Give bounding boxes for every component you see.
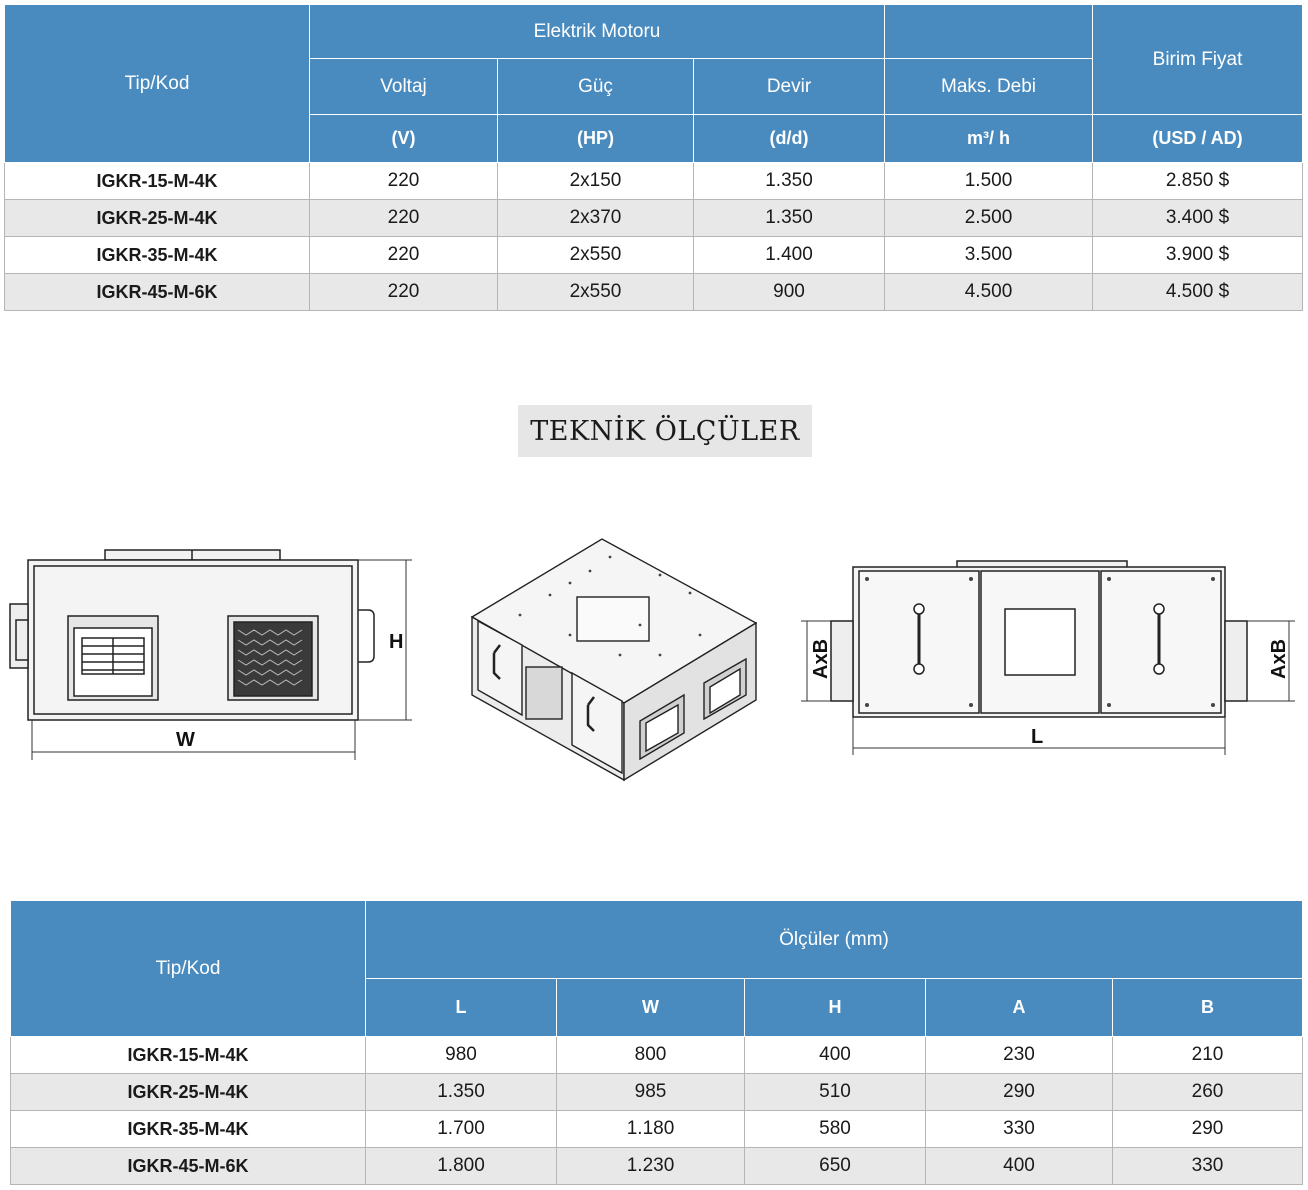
table-row <box>5 274 1303 311</box>
row-code: IGKR-15-M-4K <box>5 163 310 200</box>
header-devir: Devir <box>694 59 885 115</box>
cell-l: 1.700 <box>366 1111 557 1148</box>
cell-w: 1.180 <box>557 1111 745 1148</box>
cell-l: 1.800 <box>366 1148 557 1185</box>
cell-h: 580 <box>745 1111 926 1148</box>
row-code: IGKR-25-M-4K <box>11 1074 366 1111</box>
header-empty <box>885 5 1093 59</box>
duct-right-label: AxB <box>1268 638 1290 679</box>
header-tip-kod: Tip/Kod <box>5 5 310 163</box>
cell-w: 800 <box>557 1037 745 1074</box>
table-row <box>11 1148 1303 1185</box>
duct-left-label: AxB <box>810 638 832 679</box>
cell-h: 650 <box>745 1148 926 1185</box>
header-elektrik-motoru: Elektrik Motoru <box>310 5 885 59</box>
side-view-drawing <box>795 555 1305 755</box>
row-code: IGKR-45-M-6K <box>11 1148 366 1185</box>
cell-debi: 4.500 <box>885 274 1093 311</box>
header-olculer: Ölçüler (mm) <box>366 901 1303 979</box>
cell-guc: 2x150 <box>498 163 694 200</box>
table-row <box>5 200 1303 237</box>
price-table <box>4 4 1303 311</box>
row-code: IGKR-25-M-4K <box>5 200 310 237</box>
cell-devir: 900 <box>694 274 885 311</box>
cell-fiyat: 2.850 $ <box>1093 163 1303 200</box>
cell-fiyat: 3.900 $ <box>1093 237 1303 274</box>
cell-debi: 3.500 <box>885 237 1093 274</box>
cell-debi: 2.500 <box>885 200 1093 237</box>
cell-b: 210 <box>1113 1037 1303 1074</box>
cell-l: 1.350 <box>366 1074 557 1111</box>
section-title: TEKNİK ÖLÇÜLER <box>518 405 812 457</box>
isometric-view-drawing <box>460 535 770 785</box>
header-birim-fiyat: Birim Fiyat <box>1093 5 1303 115</box>
cell-a: 330 <box>926 1111 1113 1148</box>
cell-b: 260 <box>1113 1074 1303 1111</box>
cell-fiyat: 4.500 $ <box>1093 274 1303 311</box>
unit-fiyat: (USD / AD) <box>1093 115 1303 163</box>
header-w: W <box>557 979 745 1037</box>
cell-guc: 2x550 <box>498 237 694 274</box>
dimensions-table <box>10 900 1303 1185</box>
unit-guc: (HP) <box>498 115 694 163</box>
cell-voltaj: 220 <box>310 274 498 311</box>
row-code: IGKR-45-M-6K <box>5 274 310 311</box>
cell-devir: 1.350 <box>694 163 885 200</box>
row-code: IGKR-35-M-4K <box>11 1111 366 1148</box>
table-row <box>5 237 1303 274</box>
cell-a: 400 <box>926 1148 1113 1185</box>
header-l: L <box>366 979 557 1037</box>
cell-b: 290 <box>1113 1111 1303 1148</box>
table-row <box>11 1037 1303 1074</box>
cell-a: 230 <box>926 1037 1113 1074</box>
cell-debi: 1.500 <box>885 163 1093 200</box>
cell-a: 290 <box>926 1074 1113 1111</box>
cell-w: 1.230 <box>557 1148 745 1185</box>
height-label: H <box>389 631 404 653</box>
table-row <box>5 163 1303 200</box>
cell-voltaj: 220 <box>310 163 498 200</box>
unit-devir: (d/d) <box>694 115 885 163</box>
header-b: B <box>1113 979 1303 1037</box>
table-row <box>11 1111 1303 1148</box>
cell-devir: 1.350 <box>694 200 885 237</box>
cell-guc: 2x550 <box>498 274 694 311</box>
cell-voltaj: 220 <box>310 237 498 274</box>
unit-voltaj: (V) <box>310 115 498 163</box>
cell-l: 980 <box>366 1037 557 1074</box>
row-code: IGKR-35-M-4K <box>5 237 310 274</box>
header-a: A <box>926 979 1113 1037</box>
header-h: H <box>745 979 926 1037</box>
header-maks-debi: Maks. Debi <box>885 59 1093 115</box>
length-label: L <box>1031 726 1044 748</box>
cell-w: 985 <box>557 1074 745 1111</box>
cell-h: 510 <box>745 1074 926 1111</box>
width-label: W <box>176 729 195 751</box>
cell-b: 330 <box>1113 1148 1303 1185</box>
cell-guc: 2x370 <box>498 200 694 237</box>
cell-devir: 1.400 <box>694 237 885 274</box>
cell-voltaj: 220 <box>310 200 498 237</box>
front-view-drawing <box>0 540 420 770</box>
header-guc: Güç <box>498 59 694 115</box>
header-tip-kod: Tip/Kod <box>11 901 366 1037</box>
cell-fiyat: 3.400 $ <box>1093 200 1303 237</box>
table-row <box>11 1074 1303 1111</box>
cell-h: 400 <box>745 1037 926 1074</box>
header-voltaj: Voltaj <box>310 59 498 115</box>
unit-debi: m³/ h <box>885 115 1093 163</box>
row-code: IGKR-15-M-4K <box>11 1037 366 1074</box>
